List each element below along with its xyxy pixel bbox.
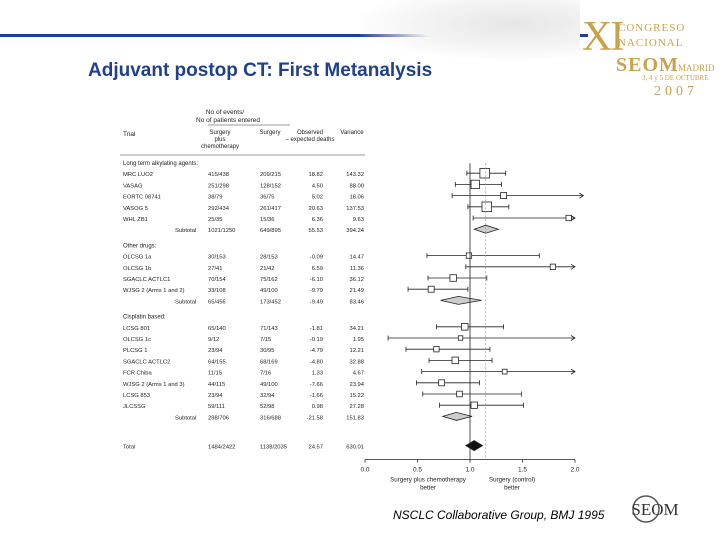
- trial-chemo: 292/434: [208, 205, 229, 212]
- x-label-left: Surgery plus chemotherapy: [390, 476, 466, 484]
- trial-surgery: 49/100: [260, 288, 278, 295]
- col-chemo-3: chemotherapy: [200, 144, 240, 150]
- trial-chemo: 23/94: [208, 393, 223, 399]
- trial-variance: 18.06: [349, 194, 364, 201]
- x-tick-label: 0.5: [412, 466, 423, 474]
- forest-plot-svg: [120, 100, 600, 492]
- subtotal-variance: 151.83: [346, 415, 364, 422]
- point-estimate-box: [566, 215, 571, 220]
- trial-variance: 32.88: [349, 359, 364, 366]
- x-label-right: Surgery (control): [488, 476, 536, 484]
- trial-oe: -7.66: [309, 381, 323, 388]
- trial-surgery: 128/152: [260, 183, 281, 190]
- point-estimate-box: [439, 380, 445, 386]
- group-label: Long term alkylating agents:: [123, 161, 199, 167]
- point-estimate-box: [461, 324, 468, 331]
- x-tick-label: 1.0: [465, 466, 475, 474]
- col-surgery: Surgery: [259, 130, 281, 136]
- trial-name: LCSG 801: [123, 325, 151, 332]
- trial-variance: 11.36: [349, 265, 364, 272]
- subtotal-oe: -21.58: [306, 415, 323, 422]
- subtotal-diamond: [474, 225, 498, 233]
- trial-surgery: 7/15: [260, 337, 272, 343]
- trial-chemo: 38/79: [208, 194, 223, 201]
- group-label: Other drugs:: [123, 243, 157, 250]
- trial-oe: 4.50: [311, 183, 323, 190]
- trial-surgery: 21/42: [260, 265, 275, 272]
- trial-chemo: 27/41: [208, 265, 223, 272]
- trial-variance: 34.21: [349, 325, 364, 332]
- trial-oe: -0.09: [309, 254, 323, 261]
- trial-chemo: 64/155: [208, 359, 226, 366]
- subtotal-name: Subtotal: [175, 299, 197, 306]
- point-estimate-box: [457, 391, 463, 397]
- trial-oe: -4.79: [309, 348, 323, 355]
- trial-variance: 14.47: [349, 254, 364, 261]
- subtotal-oe: 55.53: [308, 228, 323, 235]
- subtotal-oe: -9.49: [309, 299, 323, 306]
- trial-name: OLCSG 1b: [123, 265, 152, 272]
- point-estimate-box: [482, 202, 492, 212]
- congress-year: 2007: [654, 84, 698, 99]
- trial-chemo: 30/153: [208, 254, 226, 261]
- x-tick-label: 2.0: [570, 466, 580, 474]
- trial-variance: 12.21: [349, 348, 364, 355]
- col-variance: Variance: [340, 130, 364, 136]
- congress-seom: SEOM: [616, 54, 679, 76]
- trial-chemo: 65/140: [208, 325, 226, 332]
- trial-oe: -1.81: [309, 325, 323, 332]
- header-group: No of events/: [205, 109, 245, 116]
- trial-surgery: 68/169: [260, 359, 278, 366]
- congress-city: MADRID: [678, 63, 715, 73]
- trial-oe: -9.79: [309, 288, 323, 295]
- header-group-2: No of patients entered: [196, 117, 260, 124]
- group-label: Cisplatin based:: [123, 314, 166, 321]
- point-estimate-box: [502, 369, 507, 374]
- subtotal-chemo: 65/456: [208, 299, 226, 306]
- total-diamond: [466, 441, 483, 451]
- point-estimate-box: [501, 193, 507, 199]
- trial-name: OLCSG 1a: [123, 254, 152, 261]
- total-variance: 630.01: [346, 444, 364, 451]
- trial-name: EORTC 08741: [123, 194, 161, 201]
- trial-chemo: 44/115: [208, 381, 226, 388]
- trial-oe: 0.98: [311, 404, 323, 411]
- trial-surgery: 209/215: [260, 172, 281, 179]
- trial-oe: -0.19: [309, 337, 323, 343]
- subtotal-diamond: [441, 296, 482, 304]
- trial-variance: 15.22: [349, 393, 364, 399]
- citation: NSCLC Collaborative Group, BMJ 1995: [393, 508, 605, 522]
- subtotal-variance: 394.24: [346, 228, 364, 235]
- trial-chemo: 23/94: [208, 348, 223, 355]
- trial-variance: 143.32: [346, 172, 364, 179]
- trial-oe: -1.66: [309, 393, 323, 399]
- header-decoration: [360, 0, 580, 60]
- subtotal-variance: 83.46: [349, 299, 364, 306]
- trial-name: VASAG: [123, 183, 143, 190]
- trial-surgery: 75/162: [260, 277, 278, 283]
- point-estimate-box: [428, 286, 434, 292]
- trial-name: LCSG 853: [123, 393, 151, 399]
- point-estimate-box: [434, 347, 439, 352]
- point-estimate-box: [458, 336, 462, 340]
- trial-oe: -6.10: [309, 277, 323, 283]
- subtotal-name: Subtotal: [175, 228, 197, 235]
- x-label-left-2: better: [420, 484, 436, 492]
- trial-surgery: 30/95: [260, 348, 275, 355]
- subtotal-surgery: 649/895: [260, 228, 281, 235]
- subtotal-surgery: 316/688: [260, 415, 281, 422]
- trial-chemo: 415/438: [208, 172, 229, 179]
- subtotal-diamond: [443, 412, 472, 420]
- trial-name: VASOG 5: [123, 205, 149, 212]
- trial-name: WHL ZB1: [123, 217, 148, 223]
- trial-oe: 6.36: [311, 217, 323, 223]
- trial-surgery: 32/94: [260, 393, 275, 399]
- trial-name: JLCSSG: [123, 404, 146, 411]
- total-oe: 24.57: [308, 444, 323, 451]
- col-chemo-2: plus: [214, 137, 226, 143]
- trial-variance: 88.00: [349, 183, 364, 190]
- trial-oe: 1.33: [311, 370, 323, 377]
- trial-chemo: 59/111: [208, 404, 225, 411]
- trial-oe: 6.59: [311, 265, 323, 272]
- trial-surgery: 261/417: [260, 205, 281, 212]
- trial-surgery: 71/143: [260, 325, 278, 332]
- trial-variance: 23.94: [349, 381, 364, 388]
- x-label-right-2: better: [504, 484, 520, 492]
- point-estimate-box: [471, 402, 477, 408]
- x-tick-label: 1.5: [517, 466, 528, 474]
- congress-logo: [578, 10, 718, 100]
- trial-variance: 4.67: [352, 370, 364, 377]
- col-trial: Trial: [123, 131, 136, 138]
- congress-line2: NACIONAL: [618, 37, 684, 49]
- point-estimate-box: [466, 253, 471, 258]
- trial-variance: 27.28: [349, 404, 364, 411]
- congress-dates: 3, 4 y 5 DE OCTUBRE: [642, 74, 709, 82]
- trial-oe: 20.63: [308, 205, 323, 212]
- trial-name: SGACLC ACTLC1: [123, 277, 171, 283]
- trial-surgery: 49/100: [260, 381, 278, 388]
- trial-surgery: 28/153: [260, 254, 278, 261]
- point-estimate-box: [550, 264, 555, 269]
- trial-oe: 5.02: [311, 194, 323, 201]
- trial-name: MRC LUO2: [123, 172, 153, 179]
- trial-surgery: 15/36: [260, 217, 275, 223]
- trial-surgery: 7/16: [260, 370, 272, 377]
- trial-chemo: 251/298: [208, 183, 229, 190]
- congress-roman: XI: [582, 14, 623, 60]
- point-estimate-box: [450, 275, 457, 282]
- trial-variance: 36.12: [349, 277, 364, 283]
- x-tick-label: 0.0: [360, 466, 370, 474]
- trial-chemo: 33/108: [208, 288, 226, 295]
- trial-name: WJSG 2 (Arms 1 and 2): [123, 288, 185, 295]
- seom-logo-icon: [620, 490, 690, 528]
- trial-surgery: 52/98: [260, 404, 275, 411]
- total-surgery: 1138/2035: [260, 444, 287, 451]
- forest-plot-figure: [120, 100, 600, 492]
- col-oe-2: – expected deaths: [285, 137, 335, 143]
- trial-variance: 1.95: [352, 337, 364, 343]
- trial-chemo: 11/15: [208, 370, 223, 377]
- point-estimate-box: [452, 357, 459, 364]
- subtotal-name: Subtotal: [175, 415, 197, 422]
- point-estimate-box: [471, 180, 479, 188]
- point-estimate-box: [480, 168, 490, 178]
- trial-chemo: 25/35: [208, 217, 223, 223]
- trial-name: FCR Chiba: [123, 370, 152, 377]
- trial-variance: 21.49: [349, 288, 364, 295]
- trial-chemo: 9/12: [208, 337, 220, 343]
- trial-variance: 137.53: [346, 205, 364, 212]
- trial-oe: 18.82: [308, 172, 323, 179]
- trial-oe: -4.80: [309, 359, 323, 366]
- trial-name: WJSG 2 (Arms 1 and 3): [123, 381, 185, 388]
- col-oe: Observed: [296, 130, 324, 136]
- trial-chemo: 70/154: [208, 277, 226, 283]
- trial-variance: 9.63: [352, 217, 364, 223]
- trial-name: PLCSG 1: [123, 348, 148, 355]
- total-name: Total: [123, 444, 136, 451]
- logo-text: SEOM: [631, 500, 679, 519]
- trial-name: SGACLC ACTLC2: [123, 359, 171, 366]
- congress-line1: CONGRESO: [618, 22, 686, 34]
- total-chemo: 1484/2422: [208, 444, 236, 451]
- trial-surgery: 36/75: [260, 194, 275, 201]
- trial-name: OLCSG 1c: [123, 337, 152, 343]
- subtotal-chemo: 298/706: [208, 415, 229, 422]
- col-chemo: Surgery: [209, 130, 231, 136]
- subtotal-chemo: 1021/1250: [208, 228, 236, 235]
- subtotal-surgery: 173/452: [260, 299, 281, 306]
- slide-title: Adjuvant postop CT: First Metanalysis: [88, 60, 433, 81]
